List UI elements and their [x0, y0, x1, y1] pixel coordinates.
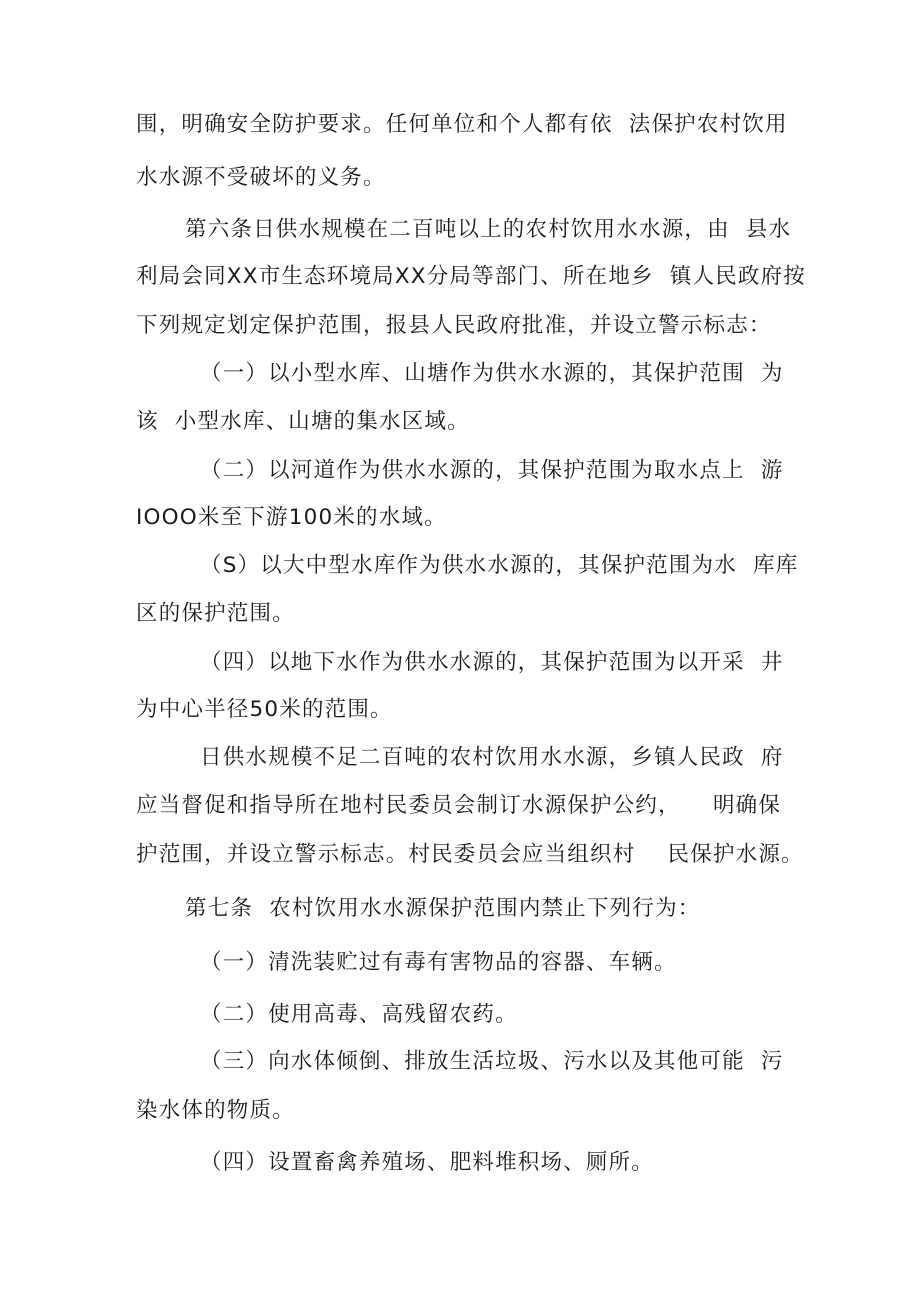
text-line: （二）以河道作为供水水源的，其保护范围为取水点上 游	[200, 458, 784, 483]
text-line: （S）以大中型水库作为供水水源的，其保护范围为水 库库	[200, 553, 799, 578]
text-line: 护范围，并设立警示标志。村民委员会应当组织村 民保护水源。	[136, 842, 804, 867]
text-line: （一）清洗装贮过有毒有害物品的容器、车辆。	[200, 950, 677, 975]
text-line: 染水体的物质。	[136, 1098, 295, 1123]
text-line: （一）以小型水库、山塘作为供水水源的，其保护范围 为	[200, 361, 784, 386]
text-line: 日供水规模不足二百吨的农村饮用水水源，乡镇人民政 府	[200, 745, 784, 770]
text-line: 区的保护范围。	[136, 601, 295, 626]
text-line: （四）以地下水作为供水水源的，其保护范围为以开采 井	[200, 650, 784, 675]
text-line: 围，明确安全防护要求。任何单位和个人都有依 法保护农村饮用	[136, 112, 788, 137]
text-line: 下列规定划定保护范围，报县人民政府批准，并设立警示标志：	[136, 313, 772, 338]
text-line: 利局会同XX市生态环境局XX分局等部门、所在地乡 镇人民政府按	[136, 264, 806, 289]
text-line: 应当督促和指导所在地村民委员会制订水源保护公约， 明确保	[136, 793, 782, 818]
text-line: 第六条日供水规模在二百吨以上的农村饮用水水源，由 县水	[185, 217, 792, 242]
text-line: （四）设置畜禽养殖场、肥料堆积场、厕所。	[200, 1150, 655, 1175]
text-line: 该 小型水库、山塘的集水区域。	[136, 409, 470, 434]
text-line: （三）向水体倾倒、排放生活垃圾、污水以及其他可能 污	[200, 1049, 784, 1074]
text-line: 为中心半径50米的范围。	[136, 697, 393, 722]
text-line: 第七条 农村饮用水水源保护范围内禁止下列行为：	[185, 896, 701, 921]
text-line: 水水源不受破坏的义务。	[136, 165, 386, 190]
text-line: IOOO米至下游100米的水域。	[136, 505, 447, 530]
text-line: （二）使用高毒、高残留农药。	[200, 1002, 518, 1027]
